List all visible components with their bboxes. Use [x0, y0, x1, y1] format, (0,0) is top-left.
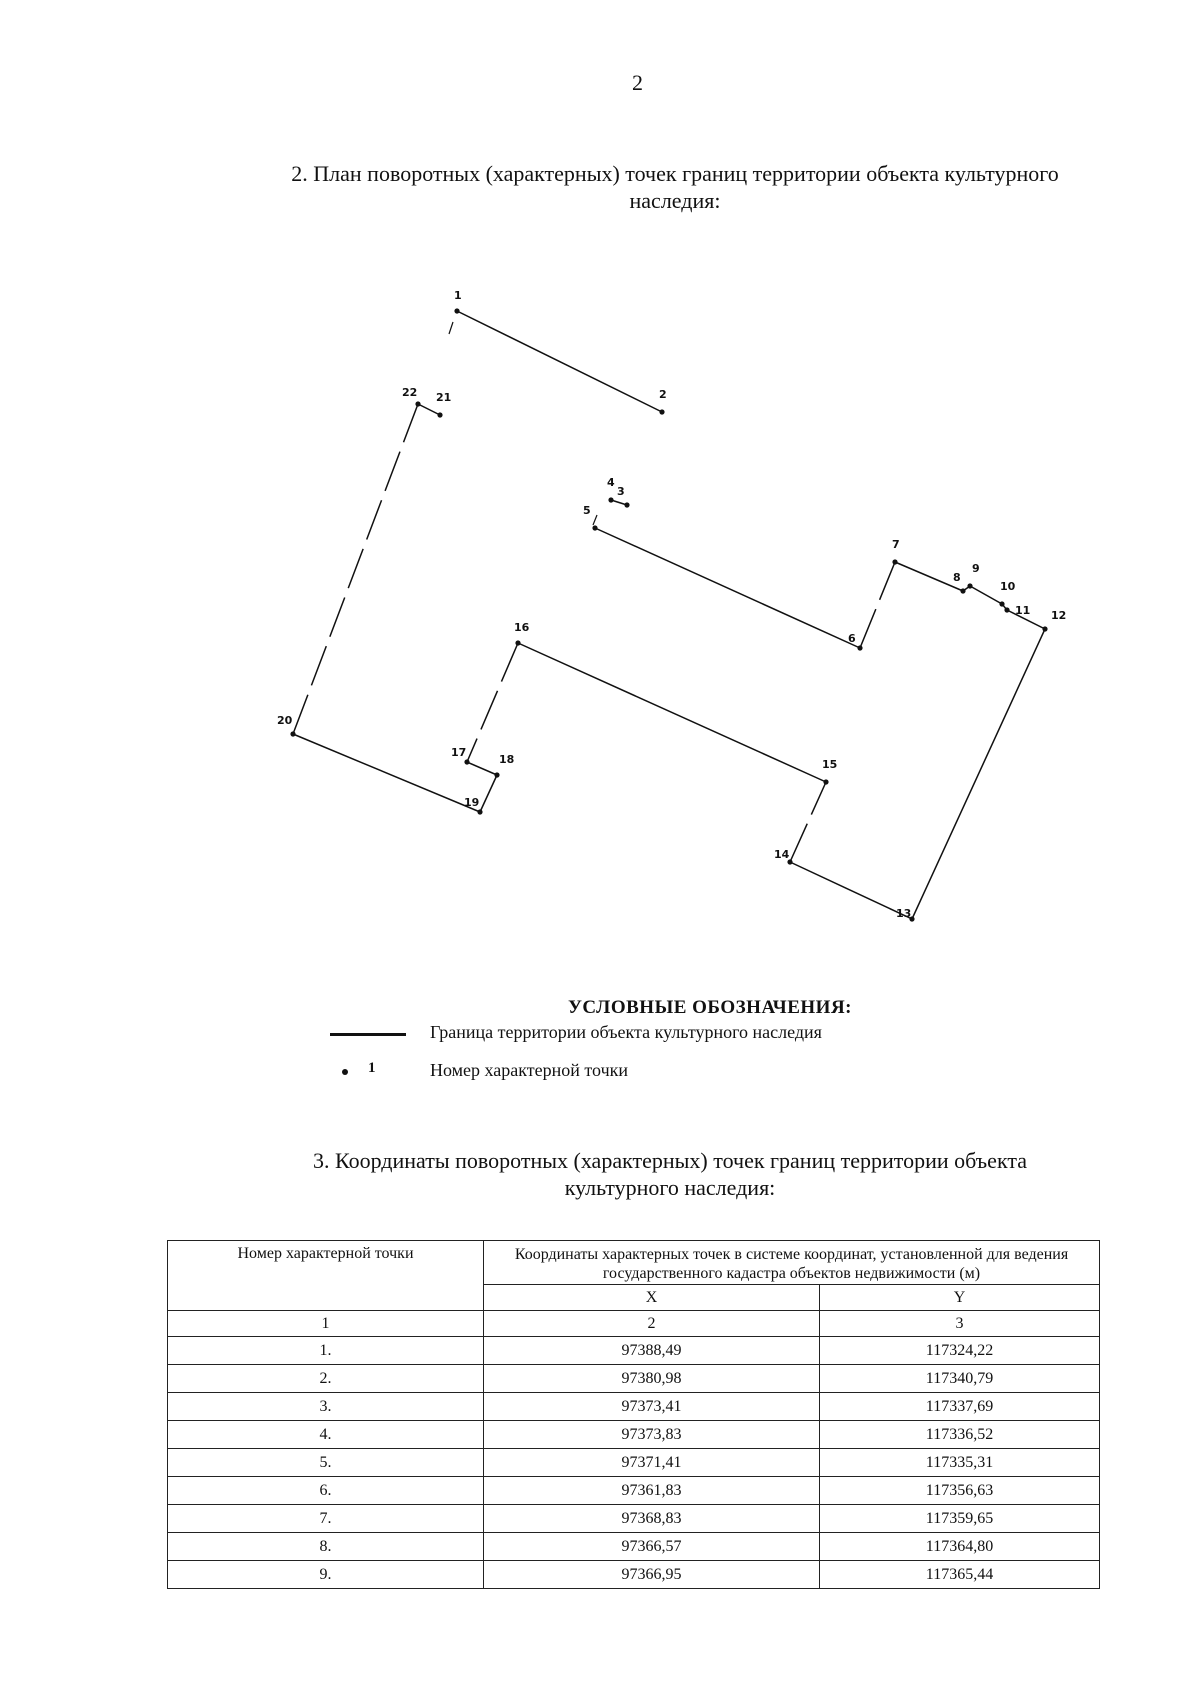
boundary-segment-17-18	[467, 762, 497, 775]
boundary-point-marker-12	[1042, 626, 1047, 631]
coords-section-heading	[220, 1147, 1120, 1201]
boundary-segment-13-14	[790, 862, 912, 919]
x-coordinate-cell: 97371,41	[484, 1449, 820, 1477]
boundary-point-label-2: 2	[659, 388, 667, 401]
table-row	[168, 1477, 1100, 1505]
point-number-cell: 3.	[168, 1393, 484, 1421]
boundary-point-label-1: 1	[454, 289, 462, 302]
boundary-tick-0	[449, 322, 453, 334]
column-number-3: 3	[820, 1311, 1100, 1337]
boundary-point-marker-10	[999, 601, 1004, 606]
boundary-point-label-19: 19	[464, 796, 480, 809]
column-number-2: 2	[484, 1311, 820, 1337]
boundary-point-label-4: 4	[607, 476, 615, 489]
table-row	[168, 1393, 1100, 1421]
boundary-segment-16-17	[467, 643, 518, 762]
boundary-point-label-7: 7	[892, 538, 900, 551]
point-number-cell: 8.	[168, 1533, 484, 1561]
boundary-plan-diagram	[0, 260, 1200, 940]
x-coordinate-cell: 97373,83	[484, 1421, 820, 1449]
y-coordinate-cell: 117365,44	[820, 1561, 1100, 1589]
coordinates-table	[167, 1240, 1100, 1589]
boundary-point-label-16: 16	[514, 621, 530, 634]
boundary-point-label-21: 21	[436, 391, 452, 404]
header-point-number: Номер характерной точки	[168, 1241, 484, 1311]
legend-point-number: 1	[368, 1060, 376, 1076]
plan-heading-line-1: 2. План поворотных (характерных) точек границ территории объекта культурного	[291, 161, 1059, 186]
y-coordinate-cell: 117356,63	[820, 1477, 1100, 1505]
boundary-point-marker-17	[464, 759, 469, 764]
boundary-point-marker-22	[415, 401, 420, 406]
boundary-point-label-22: 22	[402, 386, 418, 399]
boundary-point-label-18: 18	[499, 753, 515, 766]
boundary-point-label-11: 11	[1015, 604, 1031, 617]
boundary-point-marker-8	[960, 588, 965, 593]
boundary-lines	[293, 311, 1045, 919]
y-coordinate-cell: 117336,52	[820, 1421, 1100, 1449]
boundary-segment-18-19	[480, 775, 497, 812]
column-number-1: 1	[168, 1311, 484, 1337]
plan-heading-line-2: наследия:	[629, 188, 721, 213]
boundary-point-label-12: 12	[1051, 609, 1067, 622]
boundary-point-marker-3	[624, 502, 629, 507]
boundary-point-marker-15	[823, 779, 828, 784]
coordinates-table-body	[168, 1337, 1100, 1589]
x-coordinate-cell: 97388,49	[484, 1337, 820, 1365]
point-number-cell: 7.	[168, 1505, 484, 1533]
boundary-point-marker-21	[437, 412, 442, 417]
boundary-segment-15-16	[518, 643, 826, 782]
boundary-point-marker-16	[515, 640, 520, 645]
boundary-segment-14-15	[790, 782, 826, 862]
boundary-point-label-9: 9	[972, 562, 980, 575]
boundary-point-marker-1	[454, 308, 459, 313]
y-coordinate-cell: 117340,79	[820, 1365, 1100, 1393]
boundary-tick-1	[593, 515, 597, 525]
table-row	[168, 1505, 1100, 1533]
boundary-point-marker-5	[592, 525, 597, 530]
table-row	[168, 1449, 1100, 1477]
boundary-point-marker-20	[290, 731, 295, 736]
legend-title: УСЛОВНЫЕ ОБОЗНАЧЕНИЯ:	[567, 997, 852, 1018]
page-number: 2	[632, 70, 643, 95]
boundary-point-marker-18	[494, 772, 499, 777]
boundary-point-marker-7	[892, 559, 897, 564]
point-number-cell: 2.	[168, 1365, 484, 1393]
boundary-point-marker-11	[1004, 607, 1009, 612]
boundary-point-label-10: 10	[1000, 580, 1016, 593]
boundary-point-label-8: 8	[953, 571, 961, 584]
point-marker-sample	[342, 1069, 348, 1075]
boundary-segment-6-7	[860, 562, 895, 648]
table-row	[168, 1421, 1100, 1449]
boundary-points	[277, 289, 1066, 922]
boundary-point-label-3: 3	[617, 485, 625, 498]
x-coordinate-cell: 97380,98	[484, 1365, 820, 1393]
boundary-point-label-6: 6	[848, 632, 856, 645]
boundary-point-marker-9	[967, 583, 972, 588]
x-coordinate-cell: 97368,83	[484, 1505, 820, 1533]
legend-boundary-label: Граница территории объекта культурного наследия	[430, 1022, 822, 1042]
table-row	[168, 1561, 1100, 1589]
y-coordinate-cell: 117359,65	[820, 1505, 1100, 1533]
boundary-segment-5-6	[595, 528, 860, 648]
legend-point-label: Номер характерной точки	[430, 1060, 628, 1080]
boundary-point-label-13: 13	[896, 907, 912, 920]
coords-heading-line-1: 3. Координаты поворотных (характерных) точек границ территории объекта	[313, 1148, 1027, 1173]
boundary-segment-9-10	[970, 586, 1002, 604]
boundary-point-marker-6	[857, 645, 862, 650]
table-row	[168, 1533, 1100, 1561]
header-y: Y	[820, 1285, 1100, 1311]
boundary-point-marker-2	[659, 409, 664, 414]
boundary-point-label-17: 17	[451, 746, 467, 759]
x-coordinate-cell: 97366,57	[484, 1533, 820, 1561]
y-coordinate-cell: 117364,80	[820, 1533, 1100, 1561]
header-coordinates: Координаты характерных точек в системе координат, установленной для ведения государственного кадастра объектов недвижимости (м)	[484, 1241, 1100, 1285]
y-coordinate-cell: 117324,22	[820, 1337, 1100, 1365]
x-coordinate-cell: 97366,95	[484, 1561, 820, 1589]
boundary-point-label-14: 14	[774, 848, 790, 861]
x-coordinate-cell: 97373,41	[484, 1393, 820, 1421]
boundary-segment-22-21	[418, 404, 440, 415]
x-coordinate-cell: 97361,83	[484, 1477, 820, 1505]
legend-boundary-sample	[330, 1022, 410, 1046]
coords-heading-line-2: культурного наследия:	[564, 1175, 776, 1200]
boundary-point-marker-4	[608, 497, 613, 502]
table-row	[168, 1365, 1100, 1393]
boundary-segment-12-13	[912, 629, 1045, 919]
boundary-segment-1-2	[457, 311, 662, 412]
boundary-point-label-5: 5	[583, 504, 591, 517]
point-number-cell: 6.	[168, 1477, 484, 1505]
y-coordinate-cell: 117337,69	[820, 1393, 1100, 1421]
y-coordinate-cell: 117335,31	[820, 1449, 1100, 1477]
boundary-segment-20-22	[293, 404, 418, 734]
point-number-cell: 1.	[168, 1337, 484, 1365]
boundary-point-label-20: 20	[277, 714, 293, 727]
legend-point-sample	[330, 1060, 410, 1084]
table-row	[168, 1337, 1100, 1365]
point-number-cell: 4.	[168, 1421, 484, 1449]
boundary-point-marker-19	[477, 809, 482, 814]
boundary-point-label-15: 15	[822, 758, 838, 771]
point-number-cell: 9.	[168, 1561, 484, 1589]
point-number-cell: 5.	[168, 1449, 484, 1477]
header-x: X	[484, 1285, 820, 1311]
boundary-line-sample	[330, 1033, 406, 1036]
plan-section-heading	[200, 160, 1150, 214]
